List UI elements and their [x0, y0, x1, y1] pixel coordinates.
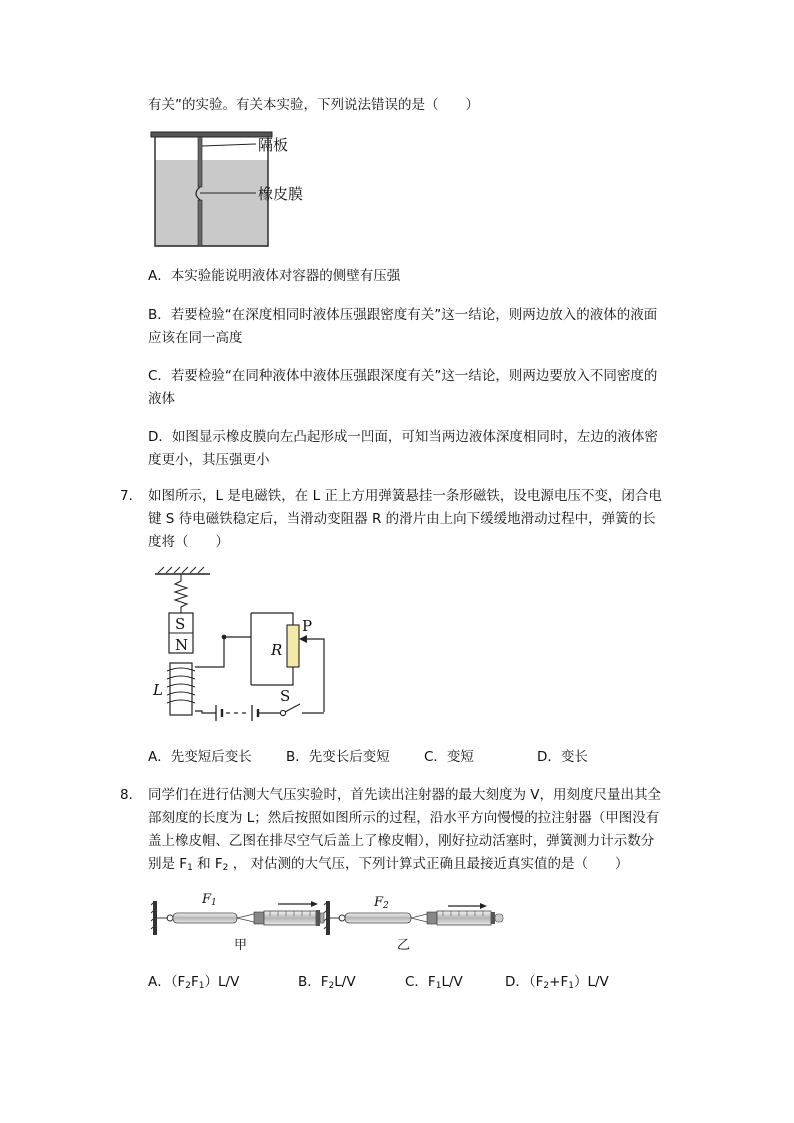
- q8-option-c: C．$F_1L/V$: [405, 974, 463, 991]
- f1-label: F1: [202, 892, 217, 908]
- q8-syringe-figure: [150, 893, 520, 953]
- q8-number: 8．: [120, 787, 143, 803]
- q8-line2: 部刻度的长度为 L；然后按照如图所示的过程，沿水平方向慢慢的拉注射器（甲图没有: [148, 810, 660, 826]
- label-yi: 乙: [397, 938, 411, 953]
- membrane-label: 橡皮膜: [258, 185, 304, 203]
- magnet-n-label: N: [175, 636, 189, 654]
- f2-label: F2: [374, 895, 389, 911]
- q8-line4-part3: ， 对估测的大气压，下列计算式正确且最接近真实值的是（ ）: [232, 856, 629, 872]
- q6-option-d-line1: D．如图显示橡皮膜向左凸起形成一凹面，可知当两边液体深度相同时，左边的液体密: [148, 429, 658, 445]
- q7-option-b: B．先变长后变短: [286, 749, 390, 765]
- magnet-s-label: S: [175, 615, 186, 633]
- q8-option-d: D．$(F_2+F_1)L/V$: [505, 974, 609, 991]
- q6-option-a: A．本实验能说明液体对容器的侧壁有压强: [148, 268, 401, 284]
- q6-option-b-line2: 应该在同一高度: [148, 330, 243, 346]
- q7-line1: 如图所示，L 是电磁铁，在 L 正上方用弹簧悬挂一条形磁铁，设电源电压不变，闭合电: [148, 488, 662, 504]
- q8-line4-part2: 和 F: [197, 856, 223, 872]
- q7-number: 7．: [120, 488, 143, 504]
- q6-option-b-line1: B．若要检验“在深度相同时液体压强跟密度有关”这一结论，则两边放入的液体的液面: [148, 307, 658, 323]
- q8-option-b: B．$F_2L/V$: [298, 974, 356, 991]
- q8-option-a: A．$(F_2F_1)L/V$: [148, 974, 240, 991]
- q8-line4-part1: 别是 F: [148, 856, 188, 872]
- q8-line4: [148, 854, 628, 878]
- q6-container-figure: [150, 130, 320, 250]
- q7-line3: 度将（ ）: [148, 534, 229, 550]
- rheostat-r-label: R: [271, 641, 283, 659]
- label-jia: 甲: [234, 938, 248, 953]
- switch-s-label: S: [280, 687, 291, 705]
- q6-option-c-line1: C．若要检验“在同种液体中液体压强跟深度有关”这一结论，则两边要放入不同密度的: [148, 368, 658, 384]
- q6-option-d-line2: 度更小，其压强更小: [148, 452, 270, 468]
- q8-options: [148, 972, 609, 996]
- q7-option-a: A．先变短后变长: [148, 749, 252, 765]
- q7-option-c: C．变短: [424, 749, 474, 765]
- q7-options: [148, 747, 588, 767]
- q8-sub-1: 1: [187, 863, 193, 873]
- q7-option-d: D．变长: [537, 749, 588, 765]
- q8-line3: 盖上橡皮帽、乙图在排尽空气后盖上了橡皮帽），刚好拉动活塞时，弹簧测力计示数分: [148, 833, 655, 849]
- q8-sub-2: 2: [222, 863, 229, 873]
- partition-label: 隔板: [258, 136, 289, 154]
- coil-l-label: L: [153, 681, 163, 699]
- slider-p-label: P: [302, 617, 313, 635]
- q6-lead-text: 有关”的实验。有关本实验，下列说法错误的是（ ）: [148, 97, 479, 113]
- q8-line1: 同学们在进行估测大气压实验时，首先读出注射器的最大刻度为 V，用刻度尺量出其全: [148, 787, 662, 803]
- q6-option-c-line2: 液体: [148, 391, 175, 407]
- q7-circuit-figure: [150, 567, 350, 727]
- q7-line2: 键 S 待电磁铁稳定后，当滑动变阻器 R 的滑片由上向下缓缓地滑动过程中，弹簧的长: [148, 511, 656, 527]
